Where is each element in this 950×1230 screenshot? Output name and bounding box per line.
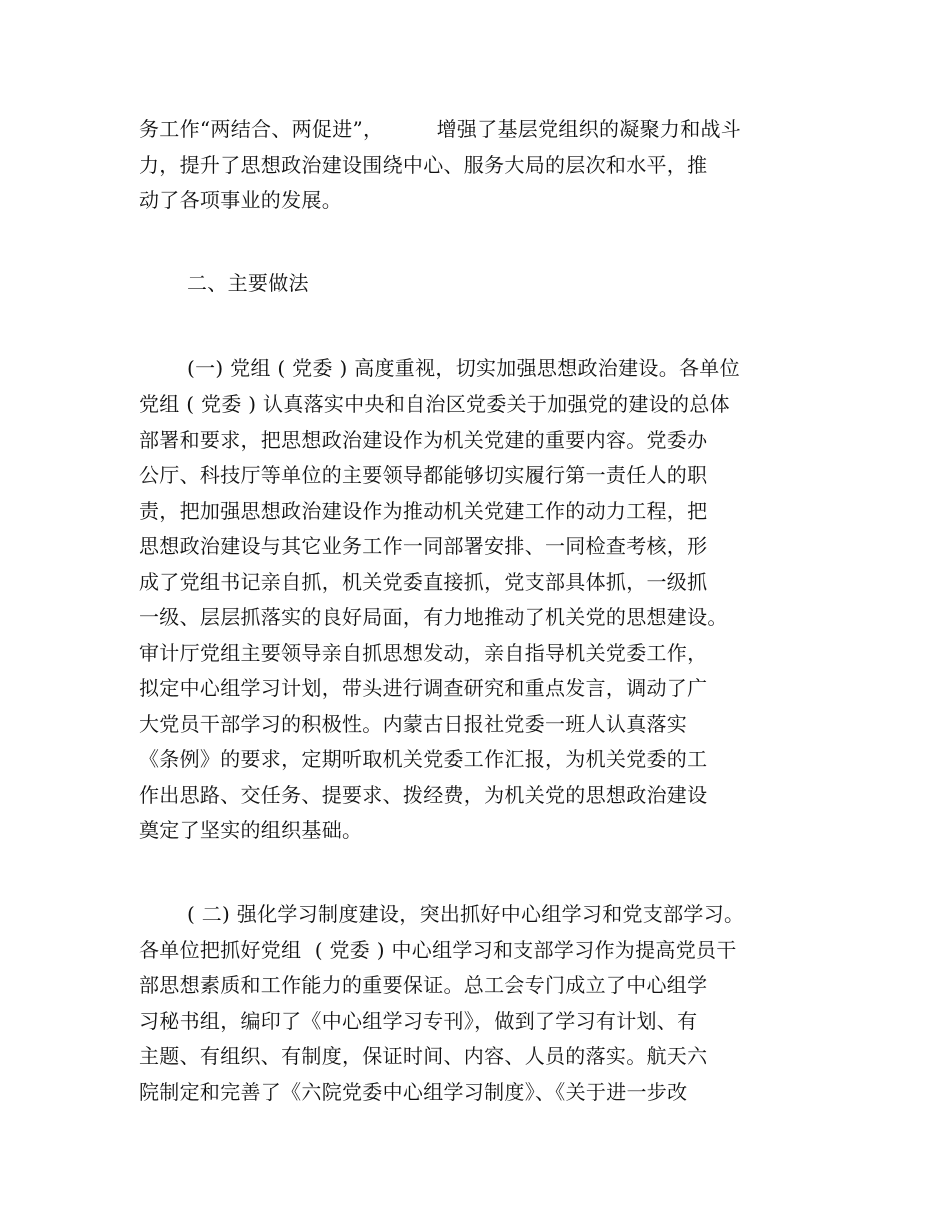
paragraph1-line: 责，把加强思想政治建设作为推动机关党建工作的动力工程，把: [139, 499, 708, 523]
intro-line: 务工作“两结合、两促进”， 增强了基层党组织的凝聚力和战斗: [139, 117, 742, 141]
paragraph1-line: 《条例》的要求，定期听取机关党委工作汇报，为机关党委的工: [139, 747, 708, 771]
paragraph1-line: 审计厅党组主要领导亲自抓思想发动，亲自指导机关党委工作，: [139, 641, 708, 665]
paragraph1-line: 拟定中心组学习计划，带头进行调查研究和重点发言，调动了广: [139, 676, 708, 700]
paragraph2-line: ( 二) 强化学习制度建设，突出抓好中心组学习和党支部学习。: [187, 902, 745, 926]
paragraph2-line: 主题、有组织、有制度，保证时间、内容、人员的落实。航天六: [139, 1044, 708, 1068]
paragraph1-line: 公厅、科技厅等单位的主要领导都能够切实履行第一责任人的职: [139, 463, 708, 487]
section-heading: 二、主要做法: [187, 271, 309, 295]
paragraph2-line: 习秘书组，编印了《中心组学习专刊》，做到了学习有计划、有: [139, 1009, 698, 1033]
paragraph1-line: 部署和要求，把思想政治建设作为机关党建的重要内容。党委办: [139, 428, 708, 452]
intro-line: 动了各项事业的发展。: [139, 188, 342, 212]
paragraph1-line: (一) 党组 ( 党委 ) 高度重视，切实加强思想政治建设。各单位: [187, 356, 740, 380]
paragraph1-line: 一级、层层抓落实的良好局面，有力地推动了机关党的思想建设。: [139, 605, 728, 629]
paragraph1-line: 党组 ( 党委 ) 认真落实中央和自治区党委关于加强党的建设的总体: [139, 392, 730, 416]
paragraph2-line: 院制定和完善了《六院党委中心组学习制度》、《关于进一步改: [139, 1080, 688, 1104]
paragraph1-line: 作出思路、交任务、提要求、拨经费，为机关党的思想政治建设: [139, 783, 708, 807]
paragraph1-line: 成了党组书记亲自抓，机关党委直接抓，党支部具体抓，一级抓: [139, 570, 708, 594]
paragraph1-line: 思想政治建设与其它业务工作一同部署安排、一同检查考核，形: [139, 534, 708, 558]
paragraph1-line: 大党员干部学习的积极性。内蒙古日报社党委一班人认真落实: [139, 712, 688, 736]
paragraph1-line: 奠定了坚实的组织基础。: [139, 818, 363, 842]
paragraph2-line: 各单位把抓好党组 ( 党委 ) 中心组学习和支部学习作为提高党员干: [139, 938, 737, 962]
paragraph2-line: 部思想素质和工作能力的重要保证。总工会专门成立了中心组学: [139, 973, 708, 997]
intro-line: 力，提升了思想政治建设围绕中心、服务大局的层次和水平，推: [139, 153, 708, 177]
